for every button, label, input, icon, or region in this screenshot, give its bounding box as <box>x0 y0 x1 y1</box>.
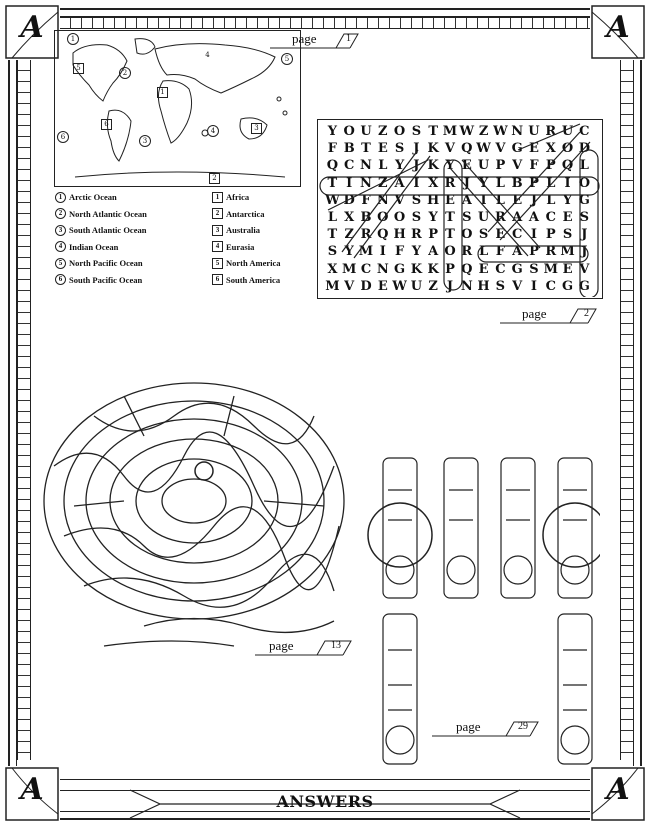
word-search-letter: Z <box>344 227 354 243</box>
word-search-letter: M <box>342 261 357 277</box>
corner-letter: A <box>20 10 44 45</box>
word-search-letter: J <box>413 158 420 174</box>
word-search-letter: J <box>530 192 538 208</box>
word-search-letter: Y <box>428 209 438 225</box>
word-search-letter: S <box>478 227 489 243</box>
word-search-letter: J <box>581 244 588 260</box>
page-tag-maze <box>255 637 355 657</box>
word-search-letter: L <box>579 158 589 174</box>
word-search-letter: I <box>530 278 537 294</box>
ocean-legend-item: 1 Arctic Ocean <box>55 189 147 206</box>
map-ocean-marker: 1 <box>67 33 79 45</box>
top-border-ladder <box>60 17 590 29</box>
continent-legend-item: 4 Eurasia <box>212 239 281 256</box>
word-search-letter: M <box>442 124 458 139</box>
word-search-letter: W <box>392 278 407 294</box>
word-search-letter: L <box>479 244 489 260</box>
word-search-letter: U <box>528 124 540 139</box>
map-ocean-marker: 6 <box>57 131 69 143</box>
word-search-letter: C <box>511 227 523 243</box>
word-search-letter: F <box>529 158 539 174</box>
word-search-letter: U <box>477 158 490 174</box>
word-search-letter: I <box>379 244 386 260</box>
word-search-letter: A <box>528 209 539 225</box>
word-search-letter: T <box>445 227 455 243</box>
word-search-letter: R <box>360 227 372 243</box>
word-search-letter: H <box>427 192 440 208</box>
word-search-letter: S <box>327 244 338 260</box>
word-search-letter: T <box>361 141 371 157</box>
maze-drawing <box>34 376 354 666</box>
word-search-letter: R <box>410 227 422 243</box>
word-search-letter: G <box>511 141 523 157</box>
word-search-letter: E <box>562 209 573 225</box>
word-search-letter: Z <box>378 124 388 139</box>
page-tag-map <box>270 30 360 50</box>
word-search-letter: N <box>360 158 372 174</box>
word-search-letter: K <box>427 158 439 174</box>
word-search-letter: R <box>444 175 456 191</box>
word-search-letter: T <box>327 175 338 191</box>
word-search-letter: V <box>512 278 523 294</box>
word-search-letter: P <box>495 158 506 174</box>
map-continent-marker: 5 <box>73 63 84 74</box>
word-search-letter: O <box>461 227 473 243</box>
word-search-letter: B <box>511 175 523 191</box>
word-search-letter: S <box>562 227 573 243</box>
page-tag-label: page <box>269 638 294 653</box>
word-search-letter: L <box>378 158 388 174</box>
word-search-letter: F <box>327 141 338 157</box>
word-search-letter: V <box>495 141 506 157</box>
word-search-letter: O <box>377 209 389 225</box>
word-search-letter: G <box>511 261 523 277</box>
word-search-letter: Y <box>411 244 422 260</box>
page-tag-number: 29 <box>518 721 528 732</box>
word-search-grid <box>317 119 603 299</box>
word-search-letter: D <box>360 278 372 294</box>
word-search-letter: Q <box>377 227 389 243</box>
word-search-letter: C <box>344 158 355 174</box>
word-search-letter: A <box>512 209 523 225</box>
word-search-letter: X <box>428 175 439 191</box>
word-search-letter: S <box>529 261 539 277</box>
word-search-letter: W <box>476 141 491 157</box>
word-search-letter: Y <box>478 175 489 191</box>
word-search-letter: F <box>361 192 371 208</box>
word-search-letter: Y <box>445 158 455 174</box>
word-search-letter: P <box>545 227 556 243</box>
right-border-ladder <box>620 60 634 760</box>
word-search-letter: N <box>460 278 473 294</box>
word-search-letter: S <box>394 141 405 157</box>
word-search-letter: A <box>512 244 523 260</box>
word-search-letter: A <box>394 175 405 191</box>
ocean-legend-item: 4 Indian Ocean <box>55 239 147 256</box>
word-search-answer-loops <box>318 120 601 297</box>
word-search-letter: J <box>413 141 420 157</box>
ocean-legend-item: 3 South Atlantic Ocean <box>55 222 147 239</box>
word-search-letter: N <box>376 192 389 208</box>
word-search-letter: U <box>360 124 372 139</box>
word-search-letter: O <box>393 124 406 139</box>
word-search-letter: S <box>411 124 422 139</box>
word-search-letter: V <box>394 192 405 208</box>
word-search-letter: E <box>377 141 388 157</box>
map-ocean-marker: 4 <box>207 125 219 137</box>
word-search-letter: P <box>529 244 539 260</box>
page-tag-label: page <box>522 306 547 321</box>
continent-legend-item: 1 Africa <box>212 189 281 206</box>
word-search-letter: J <box>446 278 454 294</box>
word-search-letter: J <box>581 227 588 243</box>
word-search-letter: G <box>394 261 406 277</box>
word-search-letter: C <box>579 124 590 139</box>
word-search-letter: Q <box>461 261 473 277</box>
world-map <box>54 30 301 187</box>
word-search-letter: I <box>346 175 353 191</box>
word-search-letter: U <box>410 278 423 294</box>
word-search-letter: I <box>480 192 487 208</box>
word-search-letter: D <box>578 141 590 157</box>
continent-legend <box>212 189 281 288</box>
word-search-letter: C <box>545 209 556 225</box>
word-search-letter: M <box>358 244 374 260</box>
word-search-letter: E <box>461 158 472 174</box>
word-search-letter: L <box>495 175 505 191</box>
word-search-letter: O <box>393 209 406 225</box>
word-search-letter: E <box>495 227 506 243</box>
word-search-letter: R <box>545 244 557 260</box>
world-map-drawing <box>55 31 300 186</box>
map-continent-marker: 3 <box>251 123 262 134</box>
word-search-letter: O <box>578 175 591 191</box>
word-search-letter: E <box>562 261 573 277</box>
left-border-ladder <box>17 60 31 760</box>
word-search-letter: C <box>495 261 506 277</box>
ocean-legend <box>55 189 147 288</box>
ocean-legend-item: 6 South Pacific Ocean <box>55 272 147 289</box>
word-search-letter: K <box>427 261 439 277</box>
word-search-letter: S <box>462 209 472 225</box>
word-search-letter: A <box>428 244 439 260</box>
word-search-letter: Y <box>327 124 338 139</box>
word-search-letter: Z <box>428 278 438 294</box>
word-search-letter: J <box>463 175 470 191</box>
corner-top-left <box>4 4 60 60</box>
word-search-letter: Y <box>562 192 573 208</box>
map-continent-marker: 1 <box>157 87 168 98</box>
word-search-letter: K <box>410 261 423 277</box>
map-ocean-marker: 5 <box>281 53 293 65</box>
word-search-letter: L <box>327 209 337 225</box>
word-search-letter: B <box>360 209 372 225</box>
page-tag-number: 2 <box>584 308 589 319</box>
map-continent-marker: 2 <box>209 173 220 184</box>
word-search-letter: B <box>343 141 355 157</box>
word-search-letter: K <box>427 141 439 157</box>
word-search-letter: R <box>545 124 557 139</box>
page-tag-number: 13 <box>331 640 341 651</box>
corner-letter: A <box>606 772 630 807</box>
word-search-letter: S <box>411 192 422 208</box>
word-search-letter: M <box>325 278 340 294</box>
word-search-letter: O <box>343 124 355 139</box>
word-search-letter: S <box>579 209 590 225</box>
word-search-letter: O <box>444 244 456 260</box>
word-search-letter: X <box>344 209 355 225</box>
continent-legend-item: 3 Australia <box>212 222 281 239</box>
word-search-letter: L <box>546 175 556 191</box>
corner-bottom-left <box>4 766 60 822</box>
word-search-letter: N <box>360 175 372 191</box>
word-search-letter: I <box>564 175 571 191</box>
word-search-letter: P <box>428 227 439 243</box>
word-search-letter: F <box>394 244 405 260</box>
word-search-letter: X <box>327 261 338 277</box>
page-tag-wordsearch <box>500 305 600 325</box>
word-search-letter: Q <box>461 141 473 157</box>
word-search-letter: T <box>428 124 439 139</box>
word-search-letter: Y <box>394 158 405 174</box>
map-continent-marker: 4 <box>205 51 210 59</box>
word-search-letter: N <box>511 124 524 139</box>
word-search-letter: R <box>494 209 506 225</box>
word-search-letter: E <box>377 278 388 294</box>
word-search-letter: C <box>545 278 556 294</box>
map-ocean-marker: 3 <box>139 135 151 147</box>
word-search-letter: P <box>529 175 539 191</box>
word-search-letter: Z <box>378 175 388 191</box>
word-search-letter: R <box>461 244 473 260</box>
word-search-letter: H <box>393 227 406 243</box>
ocean-legend-item: 5 North Pacific Ocean <box>55 255 147 272</box>
word-search-letter: F <box>495 244 505 260</box>
word-search-letter: S <box>495 278 506 294</box>
word-search-letter: H <box>477 278 490 294</box>
word-search-letter: O <box>561 141 574 157</box>
word-search-letter: V <box>579 261 590 277</box>
word-search-letter: W <box>325 192 340 208</box>
ocean-legend-item: 2 North Atlantic Ocean <box>55 206 147 223</box>
page-tag-totems <box>432 718 542 738</box>
corner-letter: A <box>606 10 630 45</box>
word-search-letter: G <box>562 278 574 294</box>
word-search-letter: Y <box>344 244 354 260</box>
answers-title: ANSWERS <box>276 792 374 811</box>
word-search-letter: U <box>561 124 574 139</box>
word-search-letter: C <box>360 261 372 277</box>
word-search-letter: G <box>578 278 590 294</box>
word-search-letter: W <box>493 124 508 139</box>
continent-legend-item: 2 Antarctica <box>212 206 281 223</box>
corner-bottom-right <box>590 766 646 822</box>
word-search-letter: I <box>530 227 537 243</box>
word-search-letter: V <box>512 158 523 174</box>
word-search-letter: T <box>445 209 455 225</box>
page-tag-number: 1 <box>346 33 351 44</box>
word-search-letter: X <box>545 141 556 157</box>
word-search-letter: L <box>546 192 556 208</box>
word-search-letter: P <box>545 158 556 174</box>
word-search-letter: V <box>344 278 355 294</box>
word-search-letter: S <box>411 209 422 225</box>
word-search-letter: E <box>512 192 523 208</box>
map-ocean-marker: 2 <box>119 67 131 79</box>
word-search-letter: N <box>376 261 389 277</box>
word-search-letter: Z <box>478 124 489 139</box>
page-tag-label: page <box>456 719 481 734</box>
corner-letter: A <box>20 772 44 807</box>
word-search-letter: A <box>461 192 472 208</box>
word-search-letter: M <box>560 244 575 260</box>
page-tag-label: page <box>292 31 317 46</box>
word-search-letter: M <box>543 261 558 277</box>
word-search-letter: E <box>529 141 539 157</box>
word-search-letter: E <box>478 261 489 277</box>
word-search-letter: I <box>413 175 420 191</box>
word-search-letter: U <box>477 209 490 225</box>
corner-top-right <box>590 4 646 60</box>
continent-legend-item: 5 North America <box>212 255 281 272</box>
word-search-letter: P <box>445 261 455 277</box>
map-continent-marker: 6 <box>101 119 112 130</box>
word-search-letter: D <box>343 192 355 208</box>
word-search-letter: G <box>578 192 590 208</box>
word-search-letter: W <box>459 124 475 139</box>
word-search-letter: L <box>495 192 505 208</box>
word-search-letter: E <box>445 192 455 208</box>
word-search-letter: T <box>327 227 338 243</box>
word-search-letter: Q <box>326 158 339 174</box>
word-search-letter: V <box>444 141 456 157</box>
word-search-letter: Q <box>561 158 574 174</box>
continent-legend-item: 6 South America <box>212 272 281 289</box>
